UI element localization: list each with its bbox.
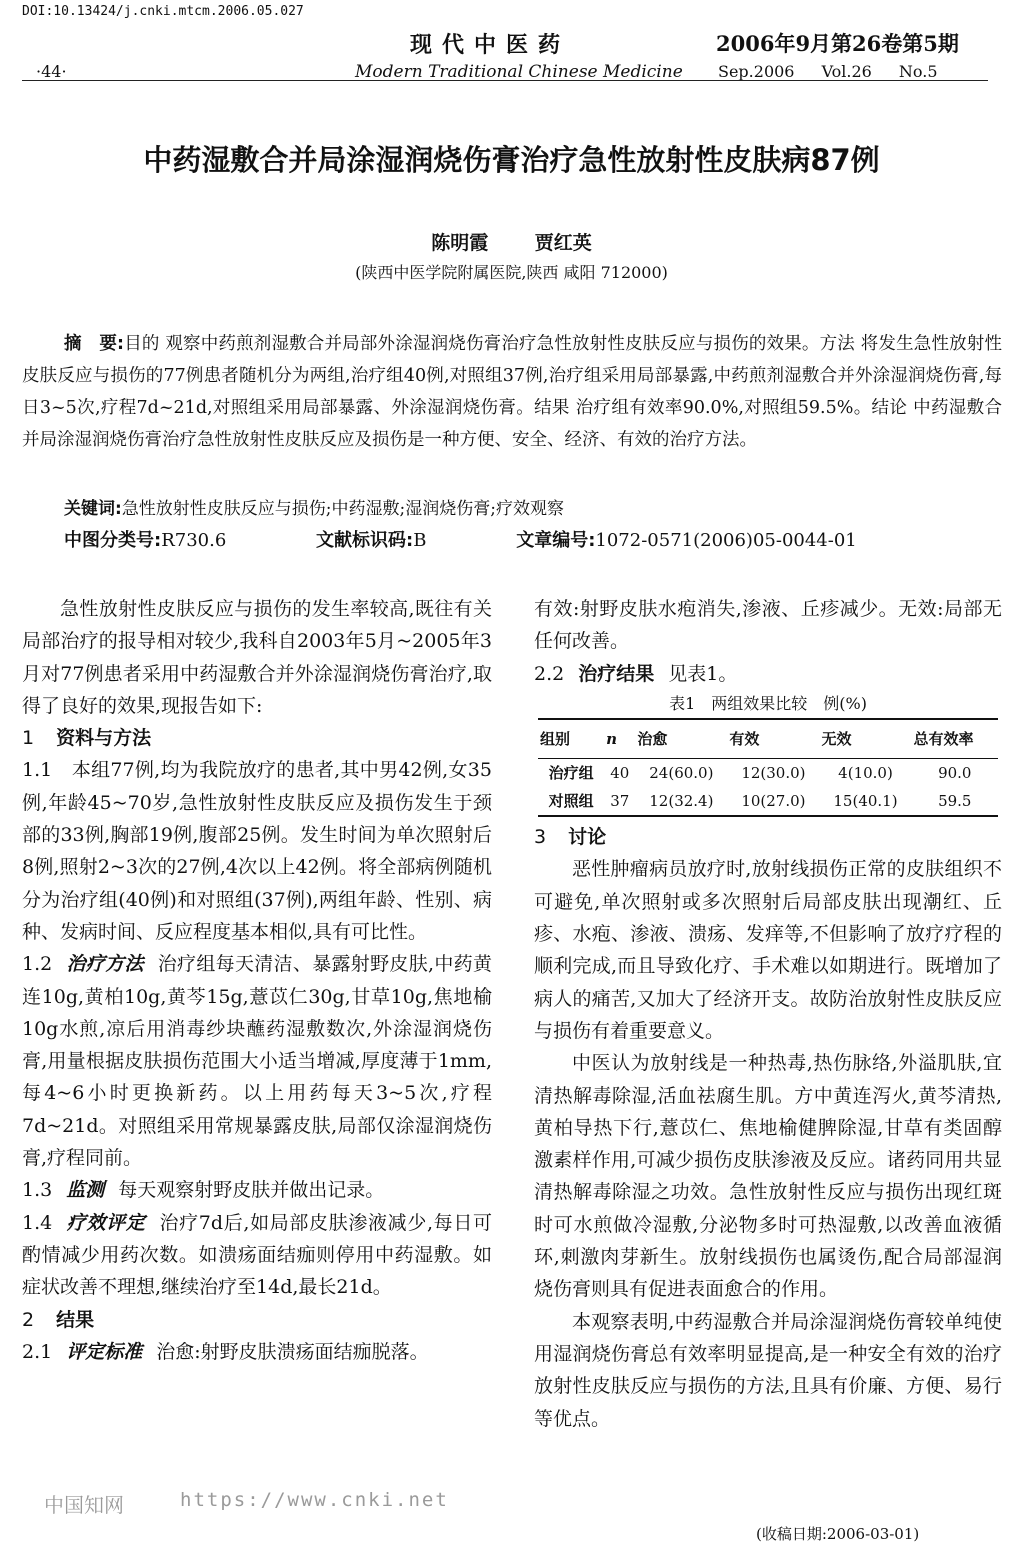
table-header-cell: 总有效率 — [912, 719, 998, 759]
doi-line: DOI:10.13424/j.cnki.mtcm.2006.05.027 — [22, 4, 304, 19]
page-number: ·44· — [36, 62, 67, 81]
clc-label: 中图分类号: — [64, 530, 162, 551]
doc-code-label: 文献标识码: — [316, 530, 414, 551]
cnki-watermark-url: https://www.cnki.net — [180, 1489, 449, 1511]
results-table — [538, 718, 998, 817]
table-header-cell: 组别 — [538, 719, 604, 759]
keywords-text: 急性放射性皮肤反应与损伤;中药湿敷;湿润烧伤膏;疗效观察 — [121, 499, 564, 519]
table-cell: 对照组 — [538, 787, 604, 816]
journal-name-en: Modern Traditional Chinese Medicine — [355, 62, 683, 82]
header-rule — [22, 80, 988, 81]
table-cell: 4(10.0) — [838, 764, 893, 783]
section-1-1: 1.1 本组77例,均为我院放疗的患者,其中男42例,女35例,年龄45~70岁,急性放射性皮肤反应及损伤发生于颈部的33例,胸部19例,腹部25例。发生时间为单次照射后8例,照射2~3次的27例,4次以上42例。将全部病例随机分为治疗组(40例)和对照组(37例),两组年龄、性别、病种、发病时间、反应程度基本相似,具有可比性。 — [22, 759, 492, 943]
section-2-1: 2.1 评定标准 治愈:射野皮肤溃疡面结痂脱落。 — [22, 1340, 429, 1363]
section-1-2: 1.2 治疗方法 治疗组每天清洁、暴露射野皮肤,中药黄连10g,黄柏10g,黄芩15g,薏苡仁30g,甘草10g,焦地榆10g水煎,凉后用消毒纱块蘸药湿敷数次,外涂湿润烧伤膏,用量根据皮肤损伤范围大小适当增减,厚度薄于1mm,每4~6小时更换新药。以上用药每天3~5次,疗程7d~21d。对照组采用常规暴露皮肤,局部仅涂湿润烧伤膏,疗程同前。 — [22, 953, 492, 1170]
body-left-column — [22, 593, 492, 1368]
abstract-text: 目的 观察中药煎剂湿敷合并局部外涂湿润烧伤膏治疗急性放射性皮肤反应与损伤的效果。方法 将发生急性放射性皮肤反应与损伤的77例患者随机分为两组,治疗组40例,对照组37例,治疗组采用局部暴露,中药煎剂湿敷合并外涂湿润烧伤膏,每日3~5次,疗程7d~21d,对照组采用局部暴露、外涂湿润烧伤膏。结果 治疗组有效率90.0%,对照组59.5%。结论 中药湿敷合并局涂湿润烧伤膏治疗急性放射性皮肤反应及损伤是一种方便、安全、经济、有效的治疗方法。 — [22, 334, 1002, 450]
criteria-continued: 有效:射野皮肤水疱消失,渗液、丘疹减少。无效:局部无任何改善。 — [534, 598, 1002, 653]
table-cell: 24(60.0) — [649, 764, 714, 783]
table-row — [538, 759, 998, 788]
doc-code-value: B — [413, 530, 427, 551]
table-header-cell: 无效 — [819, 719, 911, 759]
table-cell: 59.5 — [912, 787, 998, 816]
intro-paragraph: 急性放射性皮肤反应与损伤的发生率较高,既往有关局部治疗的报导相对较少,我科自2003年5月~2005年3月对77例患者采用中药湿敷合并外涂湿润烧伤膏治疗,取得了良好的效果,现报告如下: — [22, 598, 492, 717]
section-3-heading: 3 讨论 — [534, 826, 607, 849]
table-cell: 90.0 — [938, 764, 972, 783]
issue-date-en: Sep.2006 Vol.26 No.5 — [718, 62, 938, 81]
table-cell: 10(27.0) — [727, 787, 819, 816]
discussion-paragraph-1: 恶性肿瘤病员放疗时,放射线损伤正常的皮肤组织不可避免,单次照射或多次照射后局部皮肤出现潮红、丘疹、水疱、渗液、溃疡、发痒等,不但影响了放疗疗程的顺利完成,而且导致化疗、手术难以如期进行。既增加了病人的痛苦,又加大了经济开支。故防治放射性皮肤反应与损伤有着重要意义。 — [534, 858, 1002, 1042]
discussion-paragraph-3: 本观察表明,中药湿敷合并局涂湿润烧伤膏较单纯使用湿润烧伤膏总有效率明显提高,是一种安全有效的治疗放射性皮肤反应与损伤的方法,且具有价廉、方便、易行等优点。 — [534, 1310, 1002, 1430]
article-no-value: 1072-0571(2006)05-0044-01 — [595, 530, 857, 551]
keywords — [64, 494, 564, 519]
section-1-4: 1.4 疗效评定 治疗7d后,如局部皮肤渗液减少,每日可酌情减少用药次数。如溃疡面结痂则停用中药湿敷。如症状改善不理想,继续治疗至14d,最长21d。 — [22, 1211, 492, 1299]
table-row — [538, 787, 998, 816]
cnki-watermark-logo: 中国知网 — [44, 1493, 124, 1517]
authors: 陈明霞 贾红英 — [431, 232, 592, 254]
abstract — [22, 328, 1002, 456]
table-header-cell: 有效 — [727, 719, 819, 759]
table-header-cell: 治愈 — [635, 719, 727, 759]
keywords-label: 关键词: — [64, 499, 122, 519]
table-cell: 治疗组 — [548, 764, 594, 783]
table-caption: 表1 两组效果比较 例(%) — [669, 693, 867, 713]
table-cell: 12(32.4) — [635, 787, 727, 816]
table-header-row — [538, 719, 998, 759]
affiliation: (陕西中医学院附属医院,陕西 咸阳 712000) — [355, 263, 668, 282]
article-no-label: 文章编号: — [516, 530, 596, 551]
classification-line — [64, 526, 941, 552]
section-1-3: 1.3 监测 每天观察射野皮肤并做出记录。 — [22, 1179, 385, 1202]
table-cell: 40 — [610, 764, 630, 783]
article-title: 中药湿敷合并局涂湿润烧伤膏治疗急性放射性皮肤病87例 — [143, 143, 880, 177]
table-cell: 15(40.1) — [819, 787, 911, 816]
table-header-cell: n — [604, 719, 635, 759]
abstract-label: 摘 要: — [64, 334, 125, 354]
received-date: (收稿日期:2006-03-01) — [756, 1525, 920, 1543]
section-1-heading: 1 资料与方法 — [22, 727, 152, 750]
clc-value: R730.6 — [161, 530, 227, 551]
body-right-column — [534, 593, 1002, 1435]
table-cell: 12(30.0) — [741, 764, 806, 783]
journal-name-cn: 现代中医药 — [410, 32, 571, 58]
table-body — [538, 759, 998, 817]
issue-date-cn: 2006年9月第26卷第5期 — [716, 31, 959, 56]
section-2-heading: 2 结果 — [22, 1308, 95, 1331]
section-2-2: 2.2 治疗结果 见表1。 — [534, 662, 738, 685]
discussion-paragraph-2: 中医认为放射线是一种热毒,热伤脉络,外溢肌肤,宜清热解毒除湿,活血祛腐生肌。方中黄连泻火,黄芩清热,黄柏导热下行,薏苡仁、焦地榆健脾除湿,甘草有类固醇激素样作用,可减少损伤皮肤渗液及反应。诸药同用共显清热解毒除湿之功效。急性放射性反应与损伤出现红斑时可水煎做冷湿敷,分泌物多时可热湿敷,以改善血液循环,刺激肉芽新生。放射线损伤也属烫伤,配合局部湿润烧伤膏则具有促进表面愈合的作用。 — [534, 1052, 1002, 1301]
table-cell: 37 — [604, 787, 635, 816]
